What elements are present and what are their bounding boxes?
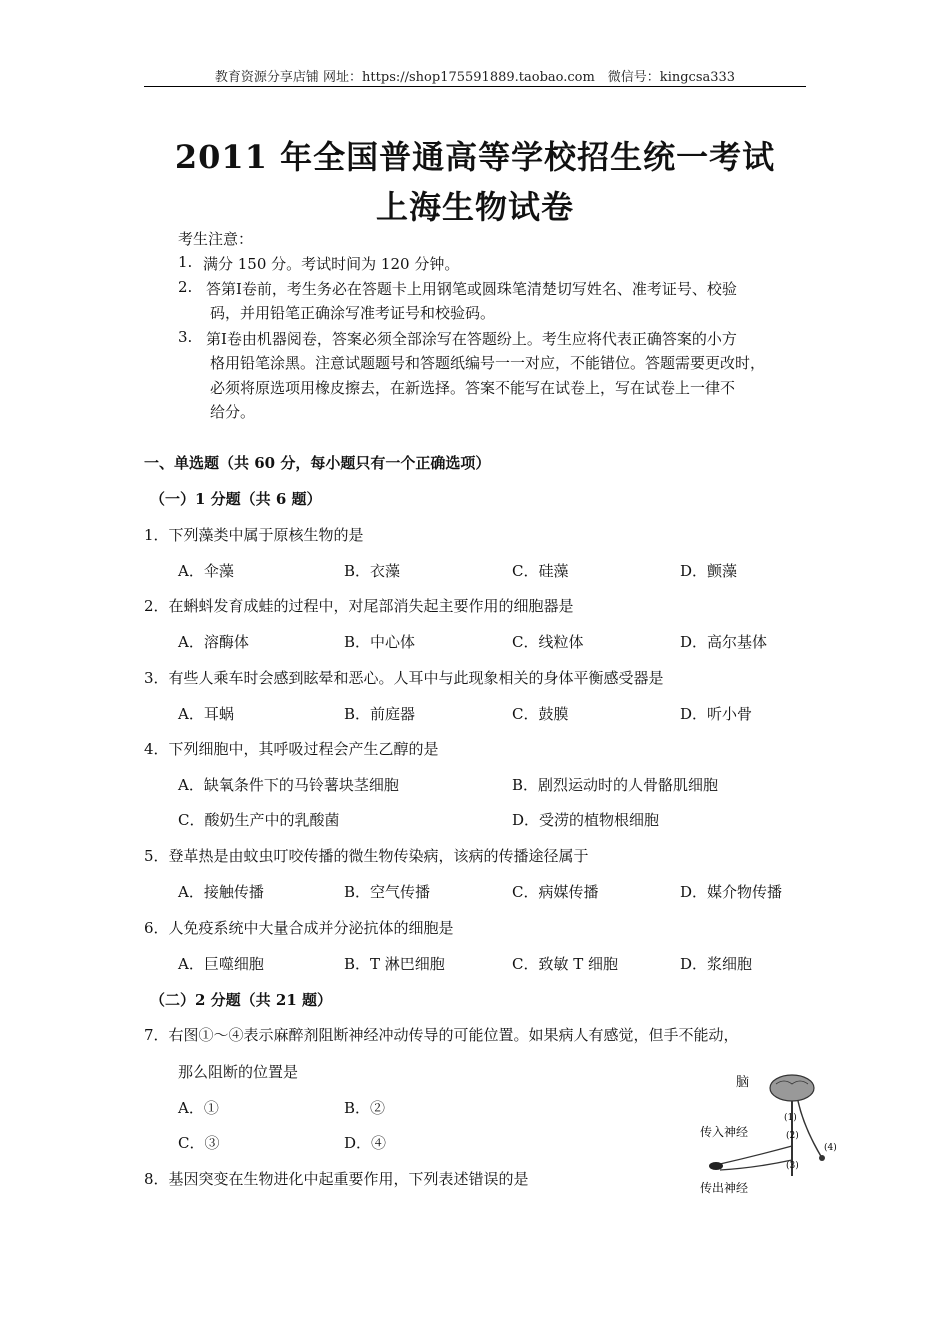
- q5-option-d: D．媒介物传播: [680, 883, 783, 901]
- q4-option-a: A．缺氧条件下的马铃薯块茎细胞: [178, 776, 399, 794]
- notice-item-1-line-1: 满分 150 分。考试时间为 120 分钟。: [203, 255, 460, 273]
- header-rule: [144, 86, 806, 87]
- q1-option-b: B．衣藻: [344, 562, 401, 580]
- question-7-stem-cont: 那么阻断的位置是: [178, 1063, 299, 1081]
- descending-tract: [798, 1101, 822, 1158]
- mark-3: (3): [786, 1161, 799, 1171]
- notice-item-3-line-3: 必须将原选项用橡皮擦去，在新选择。答案不能写在试卷上，写在试卷上一律不: [210, 379, 736, 397]
- question-4-stem: 4．下列细胞中，其呼吸过程会产生乙醇的是: [144, 740, 439, 758]
- question-8-stem: 8．基因突变在生物进化中起重要作用，下列表述错误的是: [144, 1170, 529, 1188]
- part-2-title: （二）2 分题（共 21 题）: [150, 991, 332, 1009]
- q1-option-d: D．颤藻: [680, 562, 738, 580]
- q6-option-c: C．致敏 T 细胞: [512, 955, 619, 973]
- q4-option-b: B．剧烈运动时的人骨骼肌细胞: [512, 776, 719, 794]
- notice-item-3-line-1: 第Ⅰ卷由机器阅卷，答案必须全部涂写在答题纷上。考生应将代表正确答案的小方: [206, 330, 737, 348]
- reflex-arc-diagram: [700, 1068, 850, 1198]
- brain-label: 脑: [736, 1075, 750, 1090]
- exam-subtitle: 上海生物试卷: [375, 188, 574, 226]
- notice-item-2-line-2: 码，并用铅笔正确涂写准考证号和校验码。: [210, 304, 496, 322]
- q4-option-d: D．受涝的植物根细胞: [512, 811, 660, 829]
- question-6-stem: 6．人免疫系统中大量合成并分泌抗体的细胞是: [144, 919, 454, 937]
- shop-header: 教育资源分享店铺 网址：https://shop175591889.taobao.com 微信号：kingcsa333: [214, 70, 736, 85]
- part-1-title: （一）1 分题（共 6 题）: [150, 490, 322, 508]
- notice-item-3-line-4: 给分。: [210, 403, 256, 421]
- q3-option-c: C．鼓膜: [512, 705, 569, 723]
- q2-option-c: C．线粒体: [512, 633, 584, 651]
- q5-option-c: C．病媒传播: [512, 883, 599, 901]
- question-1-stem: 1．下列藻类中属于原核生物的是: [144, 526, 364, 544]
- brain-shape: [770, 1075, 814, 1101]
- q7-option-b: B．②: [344, 1099, 386, 1117]
- question-7-stem: 7．右图①～④表示麻醉剂阻断神经冲动传导的可能位置。如果病人有感觉，但手不能动，: [144, 1026, 739, 1044]
- notice-num-1: 1.: [178, 253, 193, 271]
- q4-option-c: C．酸奶生产中的乳酸菌: [178, 811, 340, 829]
- afferent-fiber: [720, 1146, 792, 1164]
- q3-option-d: D．听小骨: [680, 705, 753, 723]
- effector-shape: [709, 1162, 723, 1170]
- q7-option-c: C．③: [178, 1134, 220, 1152]
- afferent-label: 传入神经: [700, 1125, 749, 1139]
- exam-title: 2011 年全国普通高等学校招生统一考试: [174, 138, 776, 176]
- q7-option-a: A．①: [178, 1099, 219, 1117]
- q3-option-b: B．前庭器: [344, 705, 416, 723]
- q1-option-c: C．硅藻: [512, 562, 569, 580]
- notice-num-3: 3.: [178, 328, 193, 346]
- q6-option-d: D．浆细胞: [680, 955, 753, 973]
- efferent-label: 传出神经: [700, 1181, 749, 1195]
- q6-option-a: A．巨噬细胞: [178, 955, 264, 973]
- question-3-stem: 3．有些人乘车时会感到眩晕和恶心。人耳中与此现象相关的身体平衡感受器是: [144, 669, 664, 687]
- question-2-stem: 2．在蝌蚪发育成蛙的过程中，对尾部消失起主要作用的细胞器是: [144, 597, 574, 615]
- q2-option-d: D．高尔基体: [680, 633, 768, 651]
- q6-option-b: B．T 淋巴细胞: [344, 955, 445, 973]
- mark-2: (2): [786, 1131, 799, 1141]
- question-5-stem: 5．登革热是由蚊虫叮咬传播的微生物传染病，该病的传播途径属于: [144, 847, 589, 865]
- notice-item-3-line-2: 格用铅笔涂黑。注意试题题号和答题纸编号一一对应，不能错位。答题需要更改时，: [210, 354, 766, 372]
- q5-option-a: A．接触传播: [178, 883, 264, 901]
- q5-option-b: B．空气传播: [344, 883, 431, 901]
- q3-option-a: A．耳蜗: [178, 705, 234, 723]
- notice-num-2: 2.: [178, 278, 193, 296]
- mark-4: (4): [824, 1143, 837, 1153]
- mark-1: (1): [784, 1113, 797, 1123]
- q2-option-b: B．中心体: [344, 633, 416, 651]
- q2-option-a: A．溶酶体: [178, 633, 249, 651]
- section-title: 一、单选题（共 60 分，每小题只有一个正确选项）: [144, 454, 491, 472]
- notice-heading: 考生注意：: [178, 230, 254, 248]
- q7-option-d: D．④: [344, 1134, 387, 1152]
- notice-item-2-line-1: 答第Ⅰ卷前，考生务必在答题卡上用钢笔或圆珠笔清楚切写姓名、准考证号、校验: [206, 280, 737, 298]
- muscle-end: [819, 1155, 825, 1161]
- reflex-arc-figure: [700, 1068, 850, 1198]
- q1-option-a: A．伞藻: [178, 562, 234, 580]
